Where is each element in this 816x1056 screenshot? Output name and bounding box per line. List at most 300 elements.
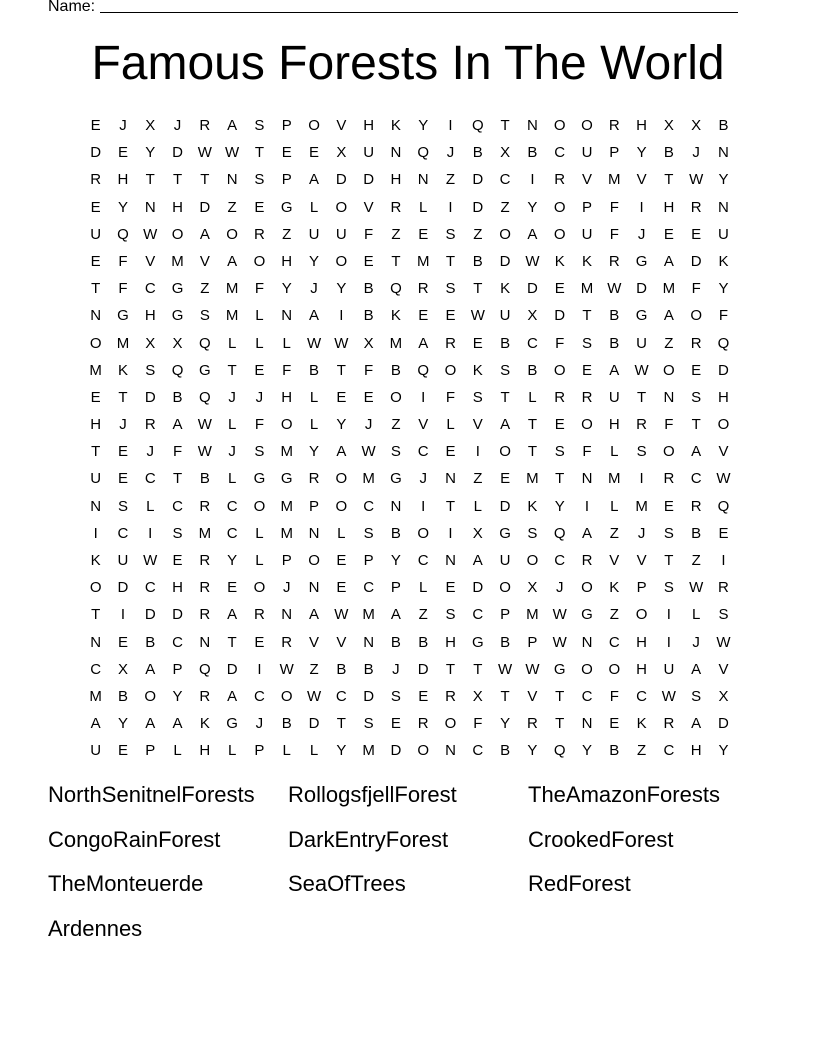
grid-letter: X (472, 524, 483, 542)
grid-letter: K (199, 715, 210, 733)
grid-letter: N (308, 579, 320, 597)
name-blank-line (100, 0, 738, 13)
grid-letter: K (554, 252, 565, 270)
grid-row (82, 139, 737, 166)
grid-letter: B (500, 742, 511, 760)
grid-letter: P (309, 497, 320, 515)
grid-letter: L (173, 742, 182, 760)
grid-letter: C (144, 280, 156, 298)
grid-letter: E (117, 633, 128, 651)
grid-letter: G (171, 307, 184, 325)
grid-letter: L (227, 416, 237, 434)
grid-letter: D (718, 361, 729, 379)
grid-letter: Y (336, 742, 347, 760)
grid-letter: L (282, 334, 291, 352)
grid-letter: R (554, 388, 566, 406)
grid-letter: E (554, 280, 565, 298)
grid-letter: Z (500, 198, 510, 216)
grid-letter: Y (281, 280, 292, 298)
grid-letter: N (226, 171, 238, 189)
grid-letter: N (581, 470, 593, 488)
grid-letter: M (362, 470, 375, 488)
grid-letter: M (635, 497, 648, 515)
grid-letter: G (581, 606, 593, 624)
grid-letter: W (689, 171, 704, 189)
word-list-item: TheAmazonForests (528, 782, 720, 807)
grid-letter: J (637, 225, 646, 243)
grid-letter: A (145, 660, 156, 678)
grid-letter: Z (473, 470, 483, 488)
grid-letter: C (608, 633, 620, 651)
grid-letter: U (499, 552, 511, 569)
grid-letter: F (172, 443, 183, 461)
grid-letter: J (392, 660, 400, 678)
grid-letter: D (144, 606, 156, 624)
grid-letter: N (718, 198, 729, 216)
grid-letter: A (227, 117, 238, 134)
grid-letter: X (472, 687, 483, 705)
grid-letter: O (690, 307, 703, 325)
grid-letter: X (363, 334, 374, 352)
grid-letter: N (663, 388, 675, 406)
grid-letter: Y (336, 416, 347, 434)
grid-letter: W (143, 552, 158, 569)
grid-letter: R (608, 252, 620, 270)
grid-letter: Y (527, 742, 538, 760)
grid-letter: E (336, 552, 347, 569)
grid-letter: K (718, 252, 729, 270)
grid-letter: X (145, 117, 156, 134)
grid-letter: A (609, 361, 620, 379)
grid-letter: G (199, 361, 211, 379)
grid-letter: N (390, 497, 402, 515)
grid-letter: Y (718, 171, 729, 189)
grid-letter: U (608, 388, 620, 406)
grid-letter: D (390, 742, 402, 760)
grid-letter: T (555, 687, 565, 705)
grid-letter: V (718, 443, 729, 461)
grid-letter: Z (637, 742, 647, 760)
grid-letter: S (718, 606, 729, 624)
grid-row (82, 629, 737, 656)
grid-row (82, 330, 737, 357)
grid-letter: F (445, 388, 456, 406)
grid-letter: E (90, 388, 101, 406)
grid-letter: C (90, 660, 102, 678)
grid-letter: H (636, 117, 647, 134)
grid-letter: S (445, 225, 456, 243)
grid-letter: R (281, 633, 293, 651)
grid-letter: I (448, 117, 453, 134)
grid-letter: W (552, 633, 567, 651)
word-list-item: RedForest (528, 871, 631, 896)
grid-letter: R (144, 416, 156, 434)
grid-letter: L (610, 443, 619, 461)
grid-letter: E (418, 687, 429, 705)
grid-letter: V (527, 687, 538, 705)
grid-letter: C (417, 552, 429, 569)
grid-letter: S (390, 443, 401, 461)
grid-letter: C (335, 687, 347, 705)
grid-letter: S (554, 443, 565, 461)
grid-letter: U (90, 225, 102, 243)
grid-letter: E (691, 361, 702, 379)
word-list-row (48, 825, 768, 870)
grid-letter: X (691, 117, 702, 134)
grid-letter: T (473, 280, 483, 298)
grid-letter: C (690, 470, 702, 488)
grid-letter: G (471, 633, 484, 651)
grid-letter: D (172, 606, 183, 624)
grid-letter: O (635, 606, 648, 624)
grid-letter: I (666, 633, 671, 651)
word-list-item: Ardennes (48, 915, 143, 941)
grid-letter: O (717, 416, 730, 434)
grid-letter: Y (390, 552, 401, 569)
word-list-item: TheMonteuerde (48, 871, 204, 896)
grid-letter: L (528, 388, 537, 406)
grid-letter: V (636, 552, 647, 569)
grid-row (82, 275, 737, 302)
grid-letter: N (445, 742, 456, 760)
grid-letter: N (90, 633, 102, 651)
name-field (48, 0, 738, 17)
grid-letter: M (608, 470, 621, 488)
grid-letter: T (91, 606, 101, 624)
grid-letter: U (363, 144, 375, 162)
grid-letter: I (148, 524, 153, 542)
grid-letter: X (172, 334, 183, 352)
grid-letter: E (718, 524, 729, 542)
grid-letter: E (336, 579, 347, 597)
grid-letter: R (199, 579, 211, 597)
grid-letter: Y (336, 280, 347, 298)
grid-letter: R (526, 715, 538, 733)
grid-letter: H (636, 633, 647, 651)
grid-letter: O (526, 552, 539, 569)
grid-letter: C (226, 524, 238, 542)
grid-letter: M (198, 524, 212, 542)
grid-letter: Z (391, 225, 401, 243)
grid-letter: O (608, 660, 621, 678)
grid-letter: S (363, 715, 374, 733)
grid-letter: E (472, 334, 483, 352)
grid-letter: D (226, 660, 238, 678)
grid-letter: J (364, 416, 373, 434)
grid-letter: O (553, 361, 566, 379)
grid-letter: Z (473, 225, 483, 243)
grid-letter: T (145, 171, 155, 189)
grid-letter: T (172, 171, 183, 189)
grid-letter: T (172, 470, 183, 488)
grid-letter: T (473, 660, 483, 678)
grid-row (82, 737, 737, 764)
grid-letter: N (144, 198, 156, 216)
grid-letter: O (253, 497, 266, 515)
grid-letter: R (199, 687, 211, 705)
grid-letter: U (308, 225, 320, 243)
grid-letter: G (253, 470, 266, 488)
grid-letter: Y (145, 144, 156, 162)
grid-row (82, 656, 737, 683)
grid-letter: N (445, 552, 456, 569)
grid-letter: L (227, 742, 237, 760)
grid-letter: O (663, 443, 675, 461)
grid-letter: Y (718, 742, 729, 760)
grid-letter: Y (636, 144, 647, 162)
grid-letter: S (691, 687, 702, 705)
grid-letter: O (335, 497, 348, 515)
grid-letter: H (445, 633, 456, 651)
grid-letter: L (282, 742, 291, 760)
grid-letter: E (254, 633, 265, 651)
grid-letter: M (171, 252, 184, 270)
grid-letter: Z (609, 524, 619, 542)
grid-letter: W (334, 606, 349, 624)
grid-letter: J (228, 443, 236, 461)
grid-letter: M (416, 252, 430, 270)
grid-letter: O (444, 715, 457, 733)
grid-letter: M (608, 171, 621, 189)
grid-letter: K (500, 280, 511, 298)
grid-letter: J (692, 144, 700, 162)
grid-letter: P (636, 579, 647, 597)
grid-row (82, 601, 737, 628)
grid-letter: A (90, 715, 101, 733)
grid-letter: F (718, 307, 729, 325)
grid-letter: O (335, 252, 348, 270)
grid-letter: L (255, 307, 264, 325)
grid-letter: S (363, 524, 374, 542)
grid-letter: P (172, 660, 183, 678)
grid-letter: Z (227, 198, 237, 216)
grid-letter: V (145, 252, 156, 270)
grid-letter: M (580, 280, 594, 298)
grid-letter: F (473, 715, 483, 733)
grid-letter: Z (445, 171, 456, 189)
grid-letter: O (253, 252, 266, 270)
grid-letter: V (336, 117, 347, 134)
grid-letter: O (226, 225, 238, 243)
grid-letter: M (225, 307, 239, 325)
grid-letter: O (144, 687, 157, 705)
grid-letter: P (527, 633, 538, 651)
grid-letter: C (363, 497, 375, 515)
grid-letter: S (254, 171, 265, 189)
grid-letter: F (364, 225, 374, 243)
grid-row (82, 248, 737, 275)
grid-letter: L (309, 416, 319, 434)
grid-letter: N (526, 117, 538, 134)
grid-row (82, 357, 737, 384)
grid-letter: H (363, 117, 375, 134)
grid-letter: G (499, 524, 511, 542)
grid-letter: Y (500, 715, 511, 733)
grid-letter: A (663, 252, 674, 270)
grid-letter: K (390, 117, 401, 134)
grid-letter: C (554, 552, 566, 569)
grid-letter: J (637, 524, 646, 542)
grid-letter: F (582, 443, 592, 461)
grid-letter: Y (117, 715, 128, 733)
grid-letter: K (390, 307, 401, 325)
grid-letter: Z (609, 606, 619, 624)
grid-letter: R (445, 687, 456, 705)
grid-letter: A (309, 171, 320, 189)
grid-letter: H (390, 171, 402, 189)
grid-letter: O (280, 687, 293, 705)
grid-letter: L (255, 334, 264, 352)
grid-letter: I (721, 552, 726, 569)
grid-letter: Q (171, 361, 184, 379)
grid-letter: T (637, 388, 647, 406)
grid-letter: V (472, 416, 483, 434)
grid-letter: Q (117, 225, 129, 243)
grid-letter: Q (553, 524, 566, 542)
grid-letter: X (336, 144, 347, 162)
grid-letter: E (418, 307, 429, 325)
grid-letter: I (475, 443, 480, 461)
grid-letter: S (145, 361, 156, 379)
grid-letter: A (527, 225, 538, 243)
grid-letter: S (636, 443, 647, 461)
grid-letter: D (472, 198, 484, 216)
grid-letter: D (690, 252, 702, 270)
grid-letter: B (609, 307, 620, 325)
grid-letter: J (446, 144, 455, 162)
grid-letter: O (581, 660, 593, 678)
grid-letter: C (144, 579, 156, 597)
grid-letter: P (281, 171, 292, 189)
grid-letter: A (309, 606, 320, 624)
grid-letter: O (280, 416, 293, 434)
grid-letter: R (690, 497, 702, 515)
grid-letter: C (472, 606, 484, 624)
grid-letter: I (448, 524, 453, 542)
grid-letter: V (199, 252, 210, 270)
grid-letter: F (282, 361, 292, 379)
grid-letter: W (225, 144, 240, 162)
grid-letter: L (692, 606, 701, 624)
grid-letter: L (309, 742, 319, 760)
grid-letter: T (500, 687, 510, 705)
grid-letter: L (419, 579, 428, 597)
grid-letter: T (391, 252, 401, 270)
grid-row (82, 710, 737, 737)
grid-letter: J (173, 117, 182, 134)
grid-letter: E (117, 470, 128, 488)
grid-letter: U (581, 225, 593, 243)
grid-letter: R (581, 552, 593, 569)
grid-letter: T (227, 361, 237, 379)
grid-letter: P (281, 552, 292, 569)
grid-letter: M (362, 742, 375, 760)
grid-letter: Q (717, 497, 730, 515)
grid-letter: Z (391, 416, 401, 434)
grid-letter: C (499, 171, 511, 189)
grid-letter: H (608, 416, 620, 434)
grid-row (82, 302, 737, 329)
grid-letter: K (581, 252, 592, 270)
grid-row (82, 411, 737, 438)
grid-letter: T (445, 497, 456, 515)
grid-letter: J (255, 388, 264, 406)
grid-letter: N (417, 171, 429, 189)
grid-letter: G (226, 715, 238, 733)
grid-letter: T (582, 307, 592, 325)
grid-letter: Y (227, 552, 238, 569)
grid-letter: F (664, 416, 674, 434)
grid-letter: W (552, 606, 567, 624)
grid-letter: M (362, 606, 375, 624)
grid-letter: X (527, 579, 538, 597)
grid-letter: F (691, 280, 701, 298)
grid-letter: M (116, 334, 130, 352)
grid-letter: W (634, 361, 649, 379)
grid-letter: W (607, 280, 622, 298)
grid-letter: A (336, 443, 347, 461)
grid-letter: B (390, 361, 401, 379)
grid-letter: L (146, 497, 155, 515)
grid-letter: J (119, 416, 127, 434)
grid-letter: I (421, 497, 426, 515)
grid-letter: B (117, 687, 128, 705)
grid-letter: B (718, 117, 729, 134)
word-list-row (48, 780, 768, 825)
grid-letter: A (227, 687, 238, 705)
grid-letter: T (664, 552, 674, 569)
word-list-item: CongoRainForest (48, 826, 221, 852)
grid-row (82, 683, 737, 710)
grid-letter: V (609, 552, 620, 569)
grid-letter: T (91, 280, 101, 298)
grid-letter: A (227, 252, 238, 270)
grid-letter: M (280, 443, 293, 461)
grid-letter: B (309, 361, 320, 379)
grid-letter: C (636, 687, 647, 705)
grid-letter: L (419, 198, 428, 216)
grid-letter: O (581, 117, 593, 134)
grid-letter: W (470, 307, 485, 325)
grid-letter: N (308, 524, 320, 542)
grid-letter: Q (417, 144, 430, 162)
grid-letter: M (280, 497, 293, 515)
grid-letter: S (500, 361, 511, 379)
grid-row (82, 221, 737, 248)
grid-letter: S (172, 524, 183, 542)
grid-letter: N (390, 144, 402, 162)
grid-letter: B (281, 715, 292, 733)
grid-letter: O (553, 225, 566, 243)
grid-letter: E (554, 416, 565, 434)
grid-letter: D (335, 171, 347, 189)
word-search-grid (82, 112, 737, 765)
grid-letter: F (254, 416, 265, 434)
grid-letter: K (527, 497, 538, 515)
grid-letter: O (390, 388, 402, 406)
grid-letter: G (635, 307, 648, 325)
grid-letter: B (390, 524, 401, 542)
grid-letter: G (635, 252, 648, 270)
grid-letter: O (417, 742, 430, 760)
grid-letter: R (445, 334, 456, 352)
grid-letter: D (199, 198, 211, 216)
grid-letter: G (280, 470, 293, 488)
grid-letter: G (553, 660, 566, 678)
grid-letter: P (609, 144, 620, 162)
grid-letter: T (664, 171, 674, 189)
grid-letter: F (254, 280, 265, 298)
